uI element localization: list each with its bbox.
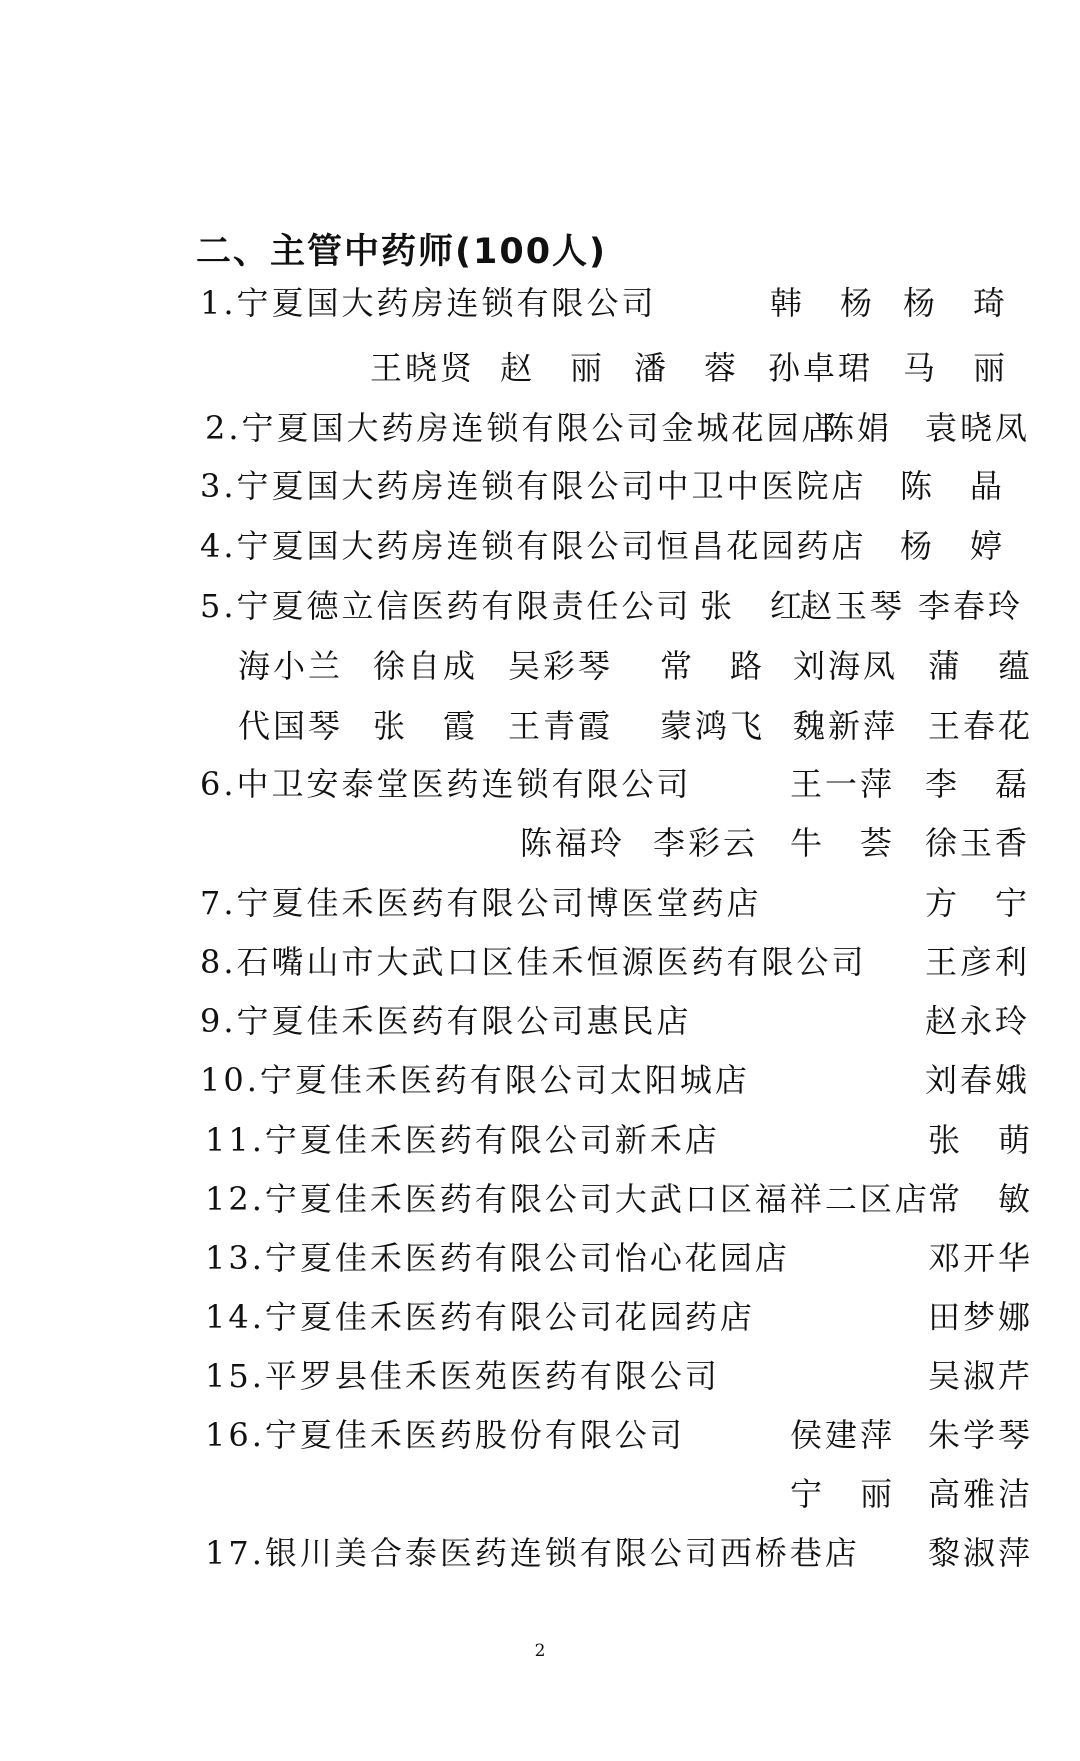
person-name: 王彦利 [925,943,1031,981]
org-line: 8.石嘴山市大武口区佳禾恒源医药有限公司 [200,943,867,981]
person-name: 王晓贤 [370,349,476,387]
person-name: 李彩云 [653,824,759,862]
person-name: 刘春娥 [925,1061,1031,1099]
person-name: 蒲 蕴 [928,647,1034,685]
org-line: 4.宁夏国大药房连锁有限公司恒昌花园药店 [200,527,867,565]
person-name: 潘 蓉 [634,349,740,387]
person-name: 赵永玲 [925,1002,1031,1040]
person-name: 海小兰 [238,647,344,685]
org-line: 9.宁夏佳禾医药有限公司惠民店 [200,1002,692,1040]
person-name: 常 敏 [928,1180,1034,1218]
person-name: 陈娟 [822,409,893,447]
person-name: 牛 荟 [790,824,896,862]
person-name: 袁晓凤 [925,409,1031,447]
person-name: 孙卓珺 [768,349,874,387]
person-name: 赵 丽 [500,349,606,387]
org-line: 15.平罗县佳禾医苑医药有限公司 [205,1357,720,1395]
org-line: 7.宁夏佳禾医药有限公司博医堂药店 [200,884,762,922]
page-number: 2 [534,1641,546,1661]
person-name: 李春玲 [918,587,1024,625]
person-name: 韩 杨 [770,284,876,322]
org-line: 14.宁夏佳禾医药有限公司花园药店 [205,1298,755,1336]
person-name: 徐自成 [373,647,479,685]
person-name: 杨 婷 [900,527,1006,565]
person-name: 宁 丽 [790,1475,896,1513]
person-name: 魏新萍 [793,707,899,745]
person-name: 代国琴 [238,707,344,745]
org-line: 16.宁夏佳禾医药股份有限公司 [205,1416,685,1454]
person-name: 侯建萍 [790,1416,896,1454]
person-name: 马 丽 [903,349,1009,387]
person-name: 张 萌 [928,1121,1034,1159]
org-line: 1.宁夏国大药房连锁有限公司 [200,284,657,322]
person-name: 常 路 [660,647,766,685]
org-line: 17.银川美合泰医药连锁有限公司西桥巷店 [205,1534,860,1572]
person-name: 黎淑萍 [928,1534,1034,1572]
person-name: 张 霞 [373,707,479,745]
person-name: 陈 晶 [900,467,1006,505]
org-line: 6.中卫安泰堂医药连锁有限公司 [200,765,692,803]
org-line: 5.宁夏德立信医药有限责任公司 [200,587,692,625]
person-name: 赵玉琴 [800,587,906,625]
person-name: 邓开华 [928,1239,1034,1277]
person-name: 方 宁 [925,884,1031,922]
person-name: 蒙鸿飞 [660,707,766,745]
org-line: 3.宁夏国大药房连锁有限公司中卫中医院店 [200,467,867,505]
person-name: 田梦娜 [928,1298,1034,1336]
person-name: 杨 琦 [903,284,1009,322]
person-name: 高雅洁 [928,1475,1034,1513]
person-name: 刘海凤 [793,647,899,685]
person-name: 朱学琴 [928,1416,1034,1454]
person-name: 李 磊 [925,765,1031,803]
person-name: 张 红 [700,587,806,625]
person-name: 王春花 [928,707,1034,745]
org-line: 12.宁夏佳禾医药有限公司大武口区福祥二区店 [205,1180,930,1218]
section-heading: 二、主管中药师(100人) [196,232,608,272]
person-name: 吴彩琴 [508,647,614,685]
org-line: 13.宁夏佳禾医药有限公司怡心花园店 [205,1239,790,1277]
person-name: 王青霞 [508,707,614,745]
person-name: 陈福玲 [520,824,626,862]
org-line: 11.宁夏佳禾医药有限公司新禾店 [205,1121,720,1159]
person-name: 徐玉香 [925,824,1031,862]
person-name: 吴淑芹 [928,1357,1034,1395]
org-line: 10.宁夏佳禾医药有限公司太阳城店 [200,1061,750,1099]
person-name: 王一萍 [790,765,896,803]
org-line: 2.宁夏国大药房连锁有限公司金城花园店 [205,409,837,447]
